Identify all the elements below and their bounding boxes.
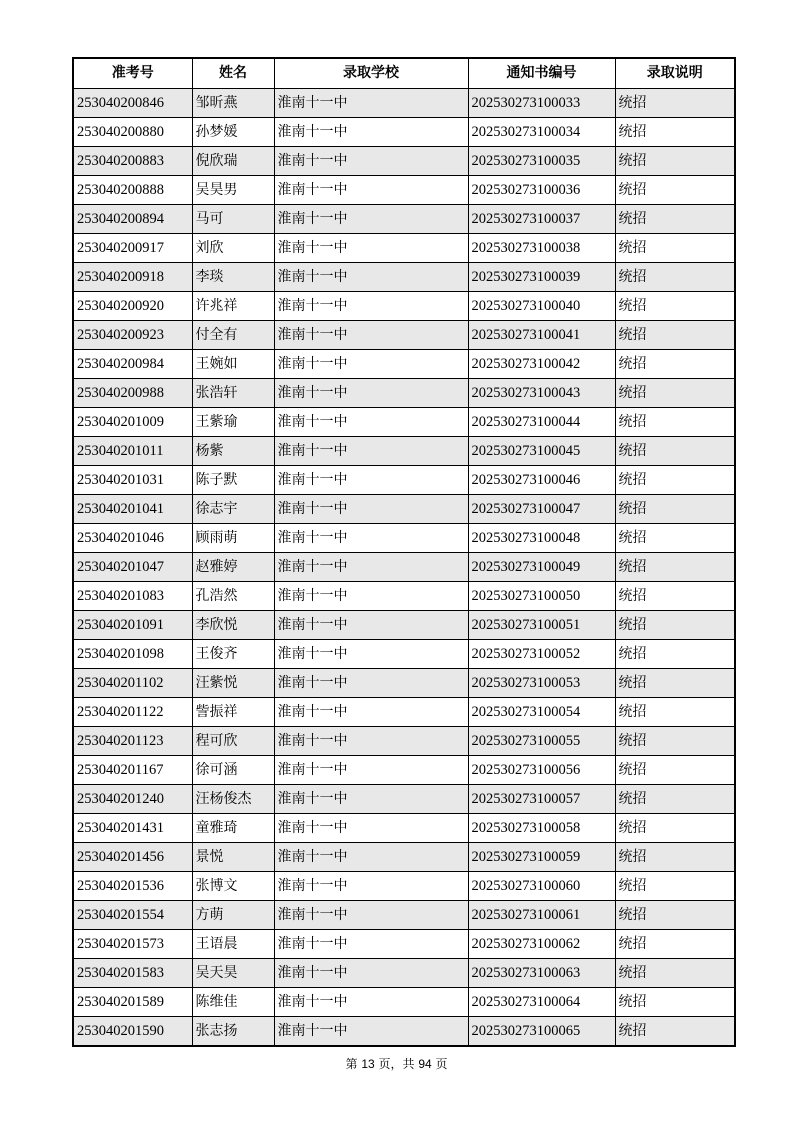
- cell-admission-note: 统招: [615, 349, 735, 378]
- cell-exam-number: 253040201011: [73, 436, 192, 465]
- cell-admission-note: 统招: [615, 1016, 735, 1046]
- cell-notice-number: 202530273100065: [468, 1016, 615, 1046]
- table-row: [73, 465, 735, 494]
- cell-exam-number: 253040201431: [73, 813, 192, 842]
- cell-admission-note: 统招: [615, 465, 735, 494]
- cell-exam-number: 253040200920: [73, 291, 192, 320]
- cell-student-name: 陈维佳: [192, 987, 274, 1016]
- cell-notice-number: 202530273100064: [468, 987, 615, 1016]
- cell-student-name: 邹昕燕: [192, 88, 274, 117]
- cell-student-name: 张博文: [192, 871, 274, 900]
- cell-admission-note: 统招: [615, 204, 735, 233]
- cell-notice-number: 202530273100052: [468, 639, 615, 668]
- footer-middle: 页，共: [374, 1057, 419, 1071]
- cell-admitted-school: 淮南十一中: [274, 581, 468, 610]
- cell-admission-note: 统招: [615, 146, 735, 175]
- cell-admitted-school: 淮南十一中: [274, 842, 468, 871]
- cell-student-name: 顾雨萌: [192, 523, 274, 552]
- cell-admitted-school: 淮南十一中: [274, 233, 468, 262]
- table-row: [73, 523, 735, 552]
- cell-notice-number: 202530273100053: [468, 668, 615, 697]
- footer-suffix: 页: [431, 1057, 448, 1071]
- cell-notice-number: 202530273100037: [468, 204, 615, 233]
- table-row: [73, 320, 735, 349]
- cell-notice-number: 202530273100063: [468, 958, 615, 987]
- cell-admitted-school: 淮南十一中: [274, 320, 468, 349]
- cell-admission-note: 统招: [615, 581, 735, 610]
- cell-admitted-school: 淮南十一中: [274, 523, 468, 552]
- table-row: [73, 813, 735, 842]
- cell-exam-number: 253040201031: [73, 465, 192, 494]
- cell-exam-number: 253040200894: [73, 204, 192, 233]
- cell-exam-number: 253040201536: [73, 871, 192, 900]
- cell-student-name: 吴昊男: [192, 175, 274, 204]
- cell-admitted-school: 淮南十一中: [274, 610, 468, 639]
- table-row: [73, 146, 735, 175]
- table-row: [73, 755, 735, 784]
- cell-notice-number: 202530273100056: [468, 755, 615, 784]
- cell-student-name: 王婉如: [192, 349, 274, 378]
- table-row: [73, 407, 735, 436]
- cell-student-name: 刘欣: [192, 233, 274, 262]
- cell-exam-number: 253040201122: [73, 697, 192, 726]
- cell-student-name: 张志扬: [192, 1016, 274, 1046]
- cell-admission-note: 统招: [615, 639, 735, 668]
- cell-admitted-school: 淮南十一中: [274, 175, 468, 204]
- cell-admitted-school: 淮南十一中: [274, 1016, 468, 1046]
- cell-notice-number: 202530273100043: [468, 378, 615, 407]
- table-row: [73, 929, 735, 958]
- cell-notice-number: 202530273100044: [468, 407, 615, 436]
- table-row: [73, 900, 735, 929]
- cell-exam-number: 253040201083: [73, 581, 192, 610]
- cell-exam-number: 253040201041: [73, 494, 192, 523]
- cell-notice-number: 202530273100061: [468, 900, 615, 929]
- cell-admitted-school: 淮南十一中: [274, 552, 468, 581]
- table-row: [73, 349, 735, 378]
- cell-exam-number: 253040200846: [73, 88, 192, 117]
- cell-admission-note: 统招: [615, 668, 735, 697]
- cell-exam-number: 253040200918: [73, 262, 192, 291]
- cell-admitted-school: 淮南十一中: [274, 639, 468, 668]
- cell-notice-number: 202530273100059: [468, 842, 615, 871]
- cell-admitted-school: 淮南十一中: [274, 349, 468, 378]
- table-row: [73, 1016, 735, 1046]
- cell-student-name: 倪欣瑞: [192, 146, 274, 175]
- cell-admission-note: 统招: [615, 958, 735, 987]
- cell-admitted-school: 淮南十一中: [274, 900, 468, 929]
- cell-notice-number: 202530273100045: [468, 436, 615, 465]
- cell-admission-note: 统招: [615, 407, 735, 436]
- cell-admitted-school: 淮南十一中: [274, 88, 468, 117]
- cell-student-name: 李欣悦: [192, 610, 274, 639]
- cell-exam-number: 253040200880: [73, 117, 192, 146]
- cell-exam-number: 253040201098: [73, 639, 192, 668]
- table-row: [73, 494, 735, 523]
- cell-exam-number: 253040200883: [73, 146, 192, 175]
- cell-notice-number: 202530273100038: [468, 233, 615, 262]
- table-row: [73, 871, 735, 900]
- cell-exam-number: 253040201589: [73, 987, 192, 1016]
- cell-exam-number: 253040201573: [73, 929, 192, 958]
- cell-notice-number: 202530273100036: [468, 175, 615, 204]
- table-row: [73, 175, 735, 204]
- cell-admission-note: 统招: [615, 813, 735, 842]
- cell-admission-note: 统招: [615, 320, 735, 349]
- page-footer: [0, 1055, 793, 1072]
- admission-table: [72, 57, 736, 1047]
- cell-student-name: 訾振祥: [192, 697, 274, 726]
- cell-admission-note: 统招: [615, 117, 735, 146]
- table-row: [73, 958, 735, 987]
- cell-admission-note: 统招: [615, 291, 735, 320]
- cell-notice-number: 202530273100033: [468, 88, 615, 117]
- cell-admitted-school: 淮南十一中: [274, 494, 468, 523]
- cell-notice-number: 202530273100060: [468, 871, 615, 900]
- cell-student-name: 李琰: [192, 262, 274, 291]
- cell-admission-note: 统招: [615, 755, 735, 784]
- cell-student-name: 程可欣: [192, 726, 274, 755]
- cell-admitted-school: 淮南十一中: [274, 987, 468, 1016]
- cell-student-name: 孔浩然: [192, 581, 274, 610]
- cell-admission-note: 统招: [615, 987, 735, 1016]
- cell-admitted-school: 淮南十一中: [274, 697, 468, 726]
- cell-admission-note: 统招: [615, 233, 735, 262]
- cell-admission-note: 统招: [615, 610, 735, 639]
- cell-admission-note: 统招: [615, 842, 735, 871]
- cell-student-name: 付全有: [192, 320, 274, 349]
- cell-exam-number: 253040201456: [73, 842, 192, 871]
- cell-notice-number: 202530273100047: [468, 494, 615, 523]
- cell-exam-number: 253040201123: [73, 726, 192, 755]
- cell-admission-note: 统招: [615, 726, 735, 755]
- cell-exam-number: 253040201091: [73, 610, 192, 639]
- cell-notice-number: 202530273100040: [468, 291, 615, 320]
- table-row: [73, 668, 735, 697]
- table-row: [73, 639, 735, 668]
- cell-student-name: 汪杨俊杰: [192, 784, 274, 813]
- cell-admission-note: 统招: [615, 929, 735, 958]
- cell-admitted-school: 淮南十一中: [274, 436, 468, 465]
- cell-student-name: 王紫瑜: [192, 407, 274, 436]
- table-row: [73, 784, 735, 813]
- header-name: 姓名: [192, 58, 274, 88]
- cell-notice-number: 202530273100049: [468, 552, 615, 581]
- cell-notice-number: 202530273100054: [468, 697, 615, 726]
- cell-admitted-school: 淮南十一中: [274, 755, 468, 784]
- cell-admission-note: 统招: [615, 436, 735, 465]
- table-row: [73, 726, 735, 755]
- cell-student-name: 许兆祥: [192, 291, 274, 320]
- cell-notice-number: 202530273100041: [468, 320, 615, 349]
- cell-student-name: 汪紫悦: [192, 668, 274, 697]
- table-row: [73, 117, 735, 146]
- cell-student-name: 马可: [192, 204, 274, 233]
- table-row: [73, 987, 735, 1016]
- cell-student-name: 景悦: [192, 842, 274, 871]
- table-header: [73, 58, 735, 88]
- table-row: [73, 610, 735, 639]
- cell-exam-number: 253040201102: [73, 668, 192, 697]
- cell-student-name: 王语晨: [192, 929, 274, 958]
- cell-exam-number: 253040200984: [73, 349, 192, 378]
- cell-admission-note: 统招: [615, 900, 735, 929]
- cell-student-name: 杨紫: [192, 436, 274, 465]
- cell-notice-number: 202530273100050: [468, 581, 615, 610]
- cell-notice-number: 202530273100057: [468, 784, 615, 813]
- cell-admitted-school: 淮南十一中: [274, 378, 468, 407]
- table-body: [73, 88, 735, 1046]
- table-row: [73, 552, 735, 581]
- cell-admitted-school: 淮南十一中: [274, 929, 468, 958]
- cell-notice-number: 202530273100046: [468, 465, 615, 494]
- cell-notice-number: 202530273100042: [468, 349, 615, 378]
- cell-exam-number: 253040201240: [73, 784, 192, 813]
- header-row: [73, 58, 735, 88]
- cell-admission-note: 统招: [615, 88, 735, 117]
- cell-admitted-school: 淮南十一中: [274, 291, 468, 320]
- cell-student-name: 赵雅婷: [192, 552, 274, 581]
- table-row: [73, 233, 735, 262]
- cell-admitted-school: 淮南十一中: [274, 958, 468, 987]
- cell-exam-number: 253040200888: [73, 175, 192, 204]
- header-school: 录取学校: [274, 58, 468, 88]
- header-exam-number: 准考号: [73, 58, 192, 88]
- table-row: [73, 378, 735, 407]
- cell-admitted-school: 淮南十一中: [274, 726, 468, 755]
- cell-admission-note: 统招: [615, 175, 735, 204]
- table-row: [73, 842, 735, 871]
- table-row: [73, 262, 735, 291]
- cell-notice-number: 202530273100058: [468, 813, 615, 842]
- cell-student-name: 徐志宇: [192, 494, 274, 523]
- cell-student-name: 徐可涵: [192, 755, 274, 784]
- current-page-number: 13: [361, 1057, 375, 1071]
- cell-notice-number: 202530273100039: [468, 262, 615, 291]
- table-row: [73, 697, 735, 726]
- cell-student-name: 吴天昊: [192, 958, 274, 987]
- table-row: [73, 291, 735, 320]
- cell-exam-number: 253040201009: [73, 407, 192, 436]
- table-row: [73, 204, 735, 233]
- cell-exam-number: 253040200923: [73, 320, 192, 349]
- cell-admitted-school: 淮南十一中: [274, 465, 468, 494]
- cell-student-name: 陈子默: [192, 465, 274, 494]
- footer-prefix: 第: [345, 1057, 362, 1071]
- cell-admitted-school: 淮南十一中: [274, 262, 468, 291]
- cell-exam-number: 253040201590: [73, 1016, 192, 1046]
- cell-notice-number: 202530273100048: [468, 523, 615, 552]
- table-row: [73, 88, 735, 117]
- cell-student-name: 孙梦媛: [192, 117, 274, 146]
- cell-admitted-school: 淮南十一中: [274, 784, 468, 813]
- cell-admission-note: 统招: [615, 697, 735, 726]
- cell-exam-number: 253040201583: [73, 958, 192, 987]
- cell-admission-note: 统招: [615, 494, 735, 523]
- cell-admitted-school: 淮南十一中: [274, 407, 468, 436]
- total-page-count: 94: [418, 1057, 432, 1071]
- cell-notice-number: 202530273100055: [468, 726, 615, 755]
- cell-student-name: 方萌: [192, 900, 274, 929]
- header-notice-number: 通知书编号: [468, 58, 615, 88]
- cell-exam-number: 253040200988: [73, 378, 192, 407]
- cell-notice-number: 202530273100051: [468, 610, 615, 639]
- cell-exam-number: 253040200917: [73, 233, 192, 262]
- cell-exam-number: 253040201047: [73, 552, 192, 581]
- cell-notice-number: 202530273100035: [468, 146, 615, 175]
- cell-admitted-school: 淮南十一中: [274, 146, 468, 175]
- cell-notice-number: 202530273100034: [468, 117, 615, 146]
- cell-admitted-school: 淮南十一中: [274, 117, 468, 146]
- cell-admission-note: 统招: [615, 871, 735, 900]
- cell-admission-note: 统招: [615, 378, 735, 407]
- cell-admission-note: 统招: [615, 784, 735, 813]
- cell-admitted-school: 淮南十一中: [274, 204, 468, 233]
- cell-exam-number: 253040201046: [73, 523, 192, 552]
- cell-admission-note: 统招: [615, 262, 735, 291]
- cell-notice-number: 202530273100062: [468, 929, 615, 958]
- cell-student-name: 王俊齐: [192, 639, 274, 668]
- cell-student-name: 张浩轩: [192, 378, 274, 407]
- cell-admitted-school: 淮南十一中: [274, 668, 468, 697]
- cell-exam-number: 253040201554: [73, 900, 192, 929]
- cell-admission-note: 统招: [615, 552, 735, 581]
- table-row: [73, 581, 735, 610]
- cell-admitted-school: 淮南十一中: [274, 871, 468, 900]
- cell-exam-number: 253040201167: [73, 755, 192, 784]
- cell-admitted-school: 淮南十一中: [274, 813, 468, 842]
- table-row: [73, 436, 735, 465]
- cell-admission-note: 统招: [615, 523, 735, 552]
- header-admission-note: 录取说明: [615, 58, 735, 88]
- cell-student-name: 童雅琦: [192, 813, 274, 842]
